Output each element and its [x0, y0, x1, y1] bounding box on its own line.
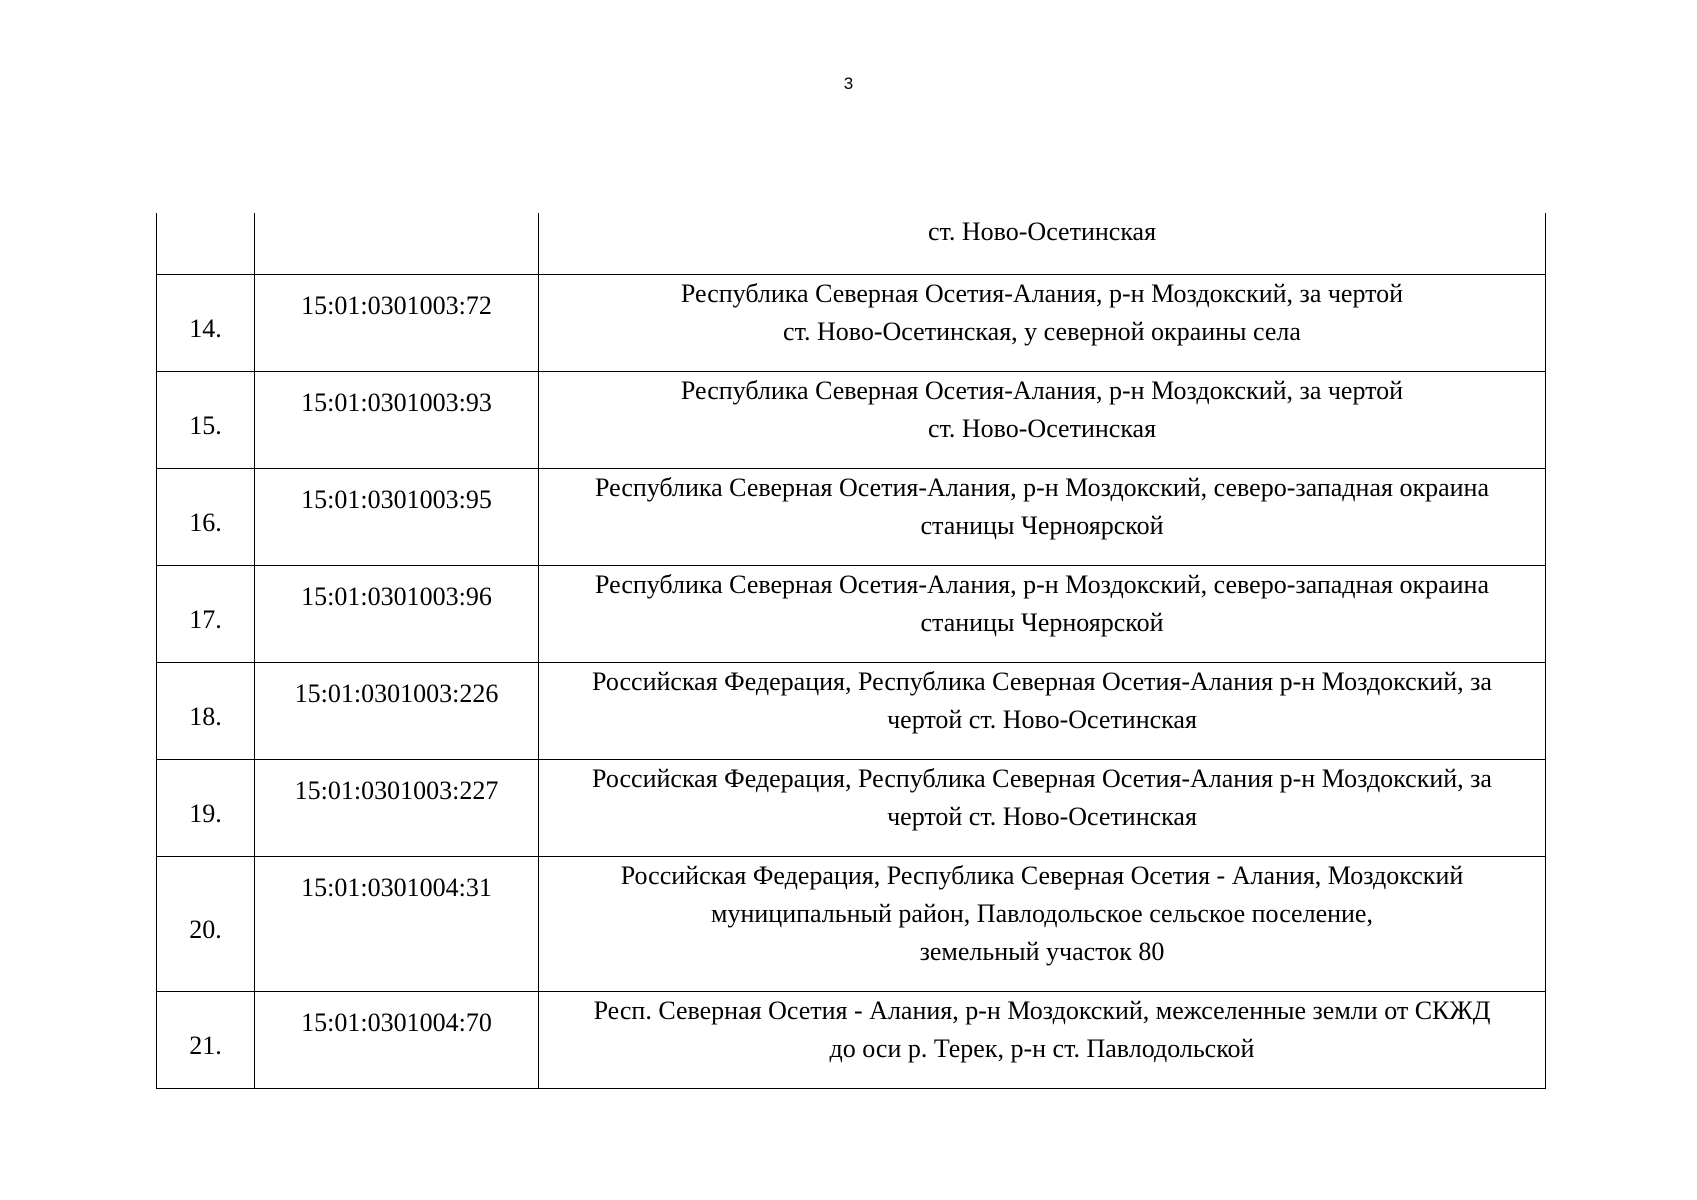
table-body	[157, 213, 1546, 1088]
address-line: земельный участок 80	[919, 936, 1165, 966]
address-cell	[539, 662, 1546, 759]
address-cell	[539, 856, 1546, 991]
table-row	[157, 213, 1546, 274]
address-line: ст. Ново-Осетинская	[927, 413, 1157, 443]
address-line: Республика Северная Осетия-Алания, р-н Моздокский, северо-западная окраина	[595, 569, 1489, 599]
table-row	[157, 759, 1546, 856]
cadastral-number: 15:01:0301003:93	[255, 371, 539, 468]
row-number: 15.	[157, 371, 255, 468]
table-row	[157, 991, 1546, 1088]
table-row	[157, 468, 1546, 565]
row-number: 17.	[157, 565, 255, 662]
cadastral-number: 15:01:0301003:72	[255, 274, 539, 371]
table-row	[157, 662, 1546, 759]
address-cell	[539, 565, 1546, 662]
address-line: до оси р. Терек, р-н ст. Павлодольской	[829, 1033, 1255, 1063]
cadastral-number: 15:01:0301003:226	[255, 662, 539, 759]
address-cell	[539, 274, 1546, 371]
row-number: 21.	[157, 991, 255, 1088]
cadastral-number: 15:01:0301004:70	[255, 991, 539, 1088]
table-row	[157, 856, 1546, 991]
row-number: 19.	[157, 759, 255, 856]
address-line: Российская Федерация, Республика Северная Осетия - Алания, Моздокский	[620, 860, 1464, 890]
row-number: 20.	[157, 856, 255, 991]
address-cell	[539, 213, 1546, 274]
page-number: 3	[843, 74, 854, 93]
address-cell	[539, 371, 1546, 468]
address-line: Российская Федерация, Республика Северная Осетия-Алания р-н Моздокский, за	[592, 666, 1492, 696]
row-number: 18.	[157, 662, 255, 759]
table-row	[157, 565, 1546, 662]
address-line: Республика Северная Осетия-Алания, р-н Моздокский, за чертой	[680, 375, 1404, 405]
cadastral-number	[255, 213, 539, 274]
address-line: Республика Северная Осетия-Алания, р-н Моздокский, северо-западная окраина	[595, 472, 1489, 502]
cadastral-number: 15:01:0301004:31	[255, 856, 539, 991]
address-line: станицы Черноярской	[920, 607, 1164, 637]
table-row	[157, 371, 1546, 468]
address-cell	[539, 468, 1546, 565]
address-line: чертой ст. Ново-Осетинская	[887, 801, 1197, 831]
row-number	[157, 213, 255, 274]
address-cell	[539, 991, 1546, 1088]
row-number: 16.	[157, 468, 255, 565]
address-line: ст. Ново-Осетинская, у северной окраины села	[783, 316, 1301, 346]
address-line: станицы Черноярской	[920, 510, 1164, 540]
address-cell	[539, 759, 1546, 856]
cadastral-number: 15:01:0301003:227	[255, 759, 539, 856]
cadastral-number: 15:01:0301003:95	[255, 468, 539, 565]
table-row	[157, 274, 1546, 371]
address-line: Российская Федерация, Республика Северная Осетия-Алания р-н Моздокский, за	[592, 763, 1492, 793]
address-line: ст. Ново-Осетинская	[927, 217, 1157, 246]
row-number: 14.	[157, 274, 255, 371]
land-plots-table	[156, 213, 1546, 1089]
address-line: Республика Северная Осетия-Алания, р-н Моздокский, за чертой	[680, 278, 1404, 308]
cadastral-number: 15:01:0301003:96	[255, 565, 539, 662]
address-line: Респ. Северная Осетия - Алания, р-н Моздокский, межселенные земли от СКЖД	[593, 995, 1491, 1025]
address-line: муниципальный район, Павлодольское сельское поселение,	[711, 898, 1373, 928]
address-line: чертой ст. Ново-Осетинская	[887, 704, 1197, 734]
